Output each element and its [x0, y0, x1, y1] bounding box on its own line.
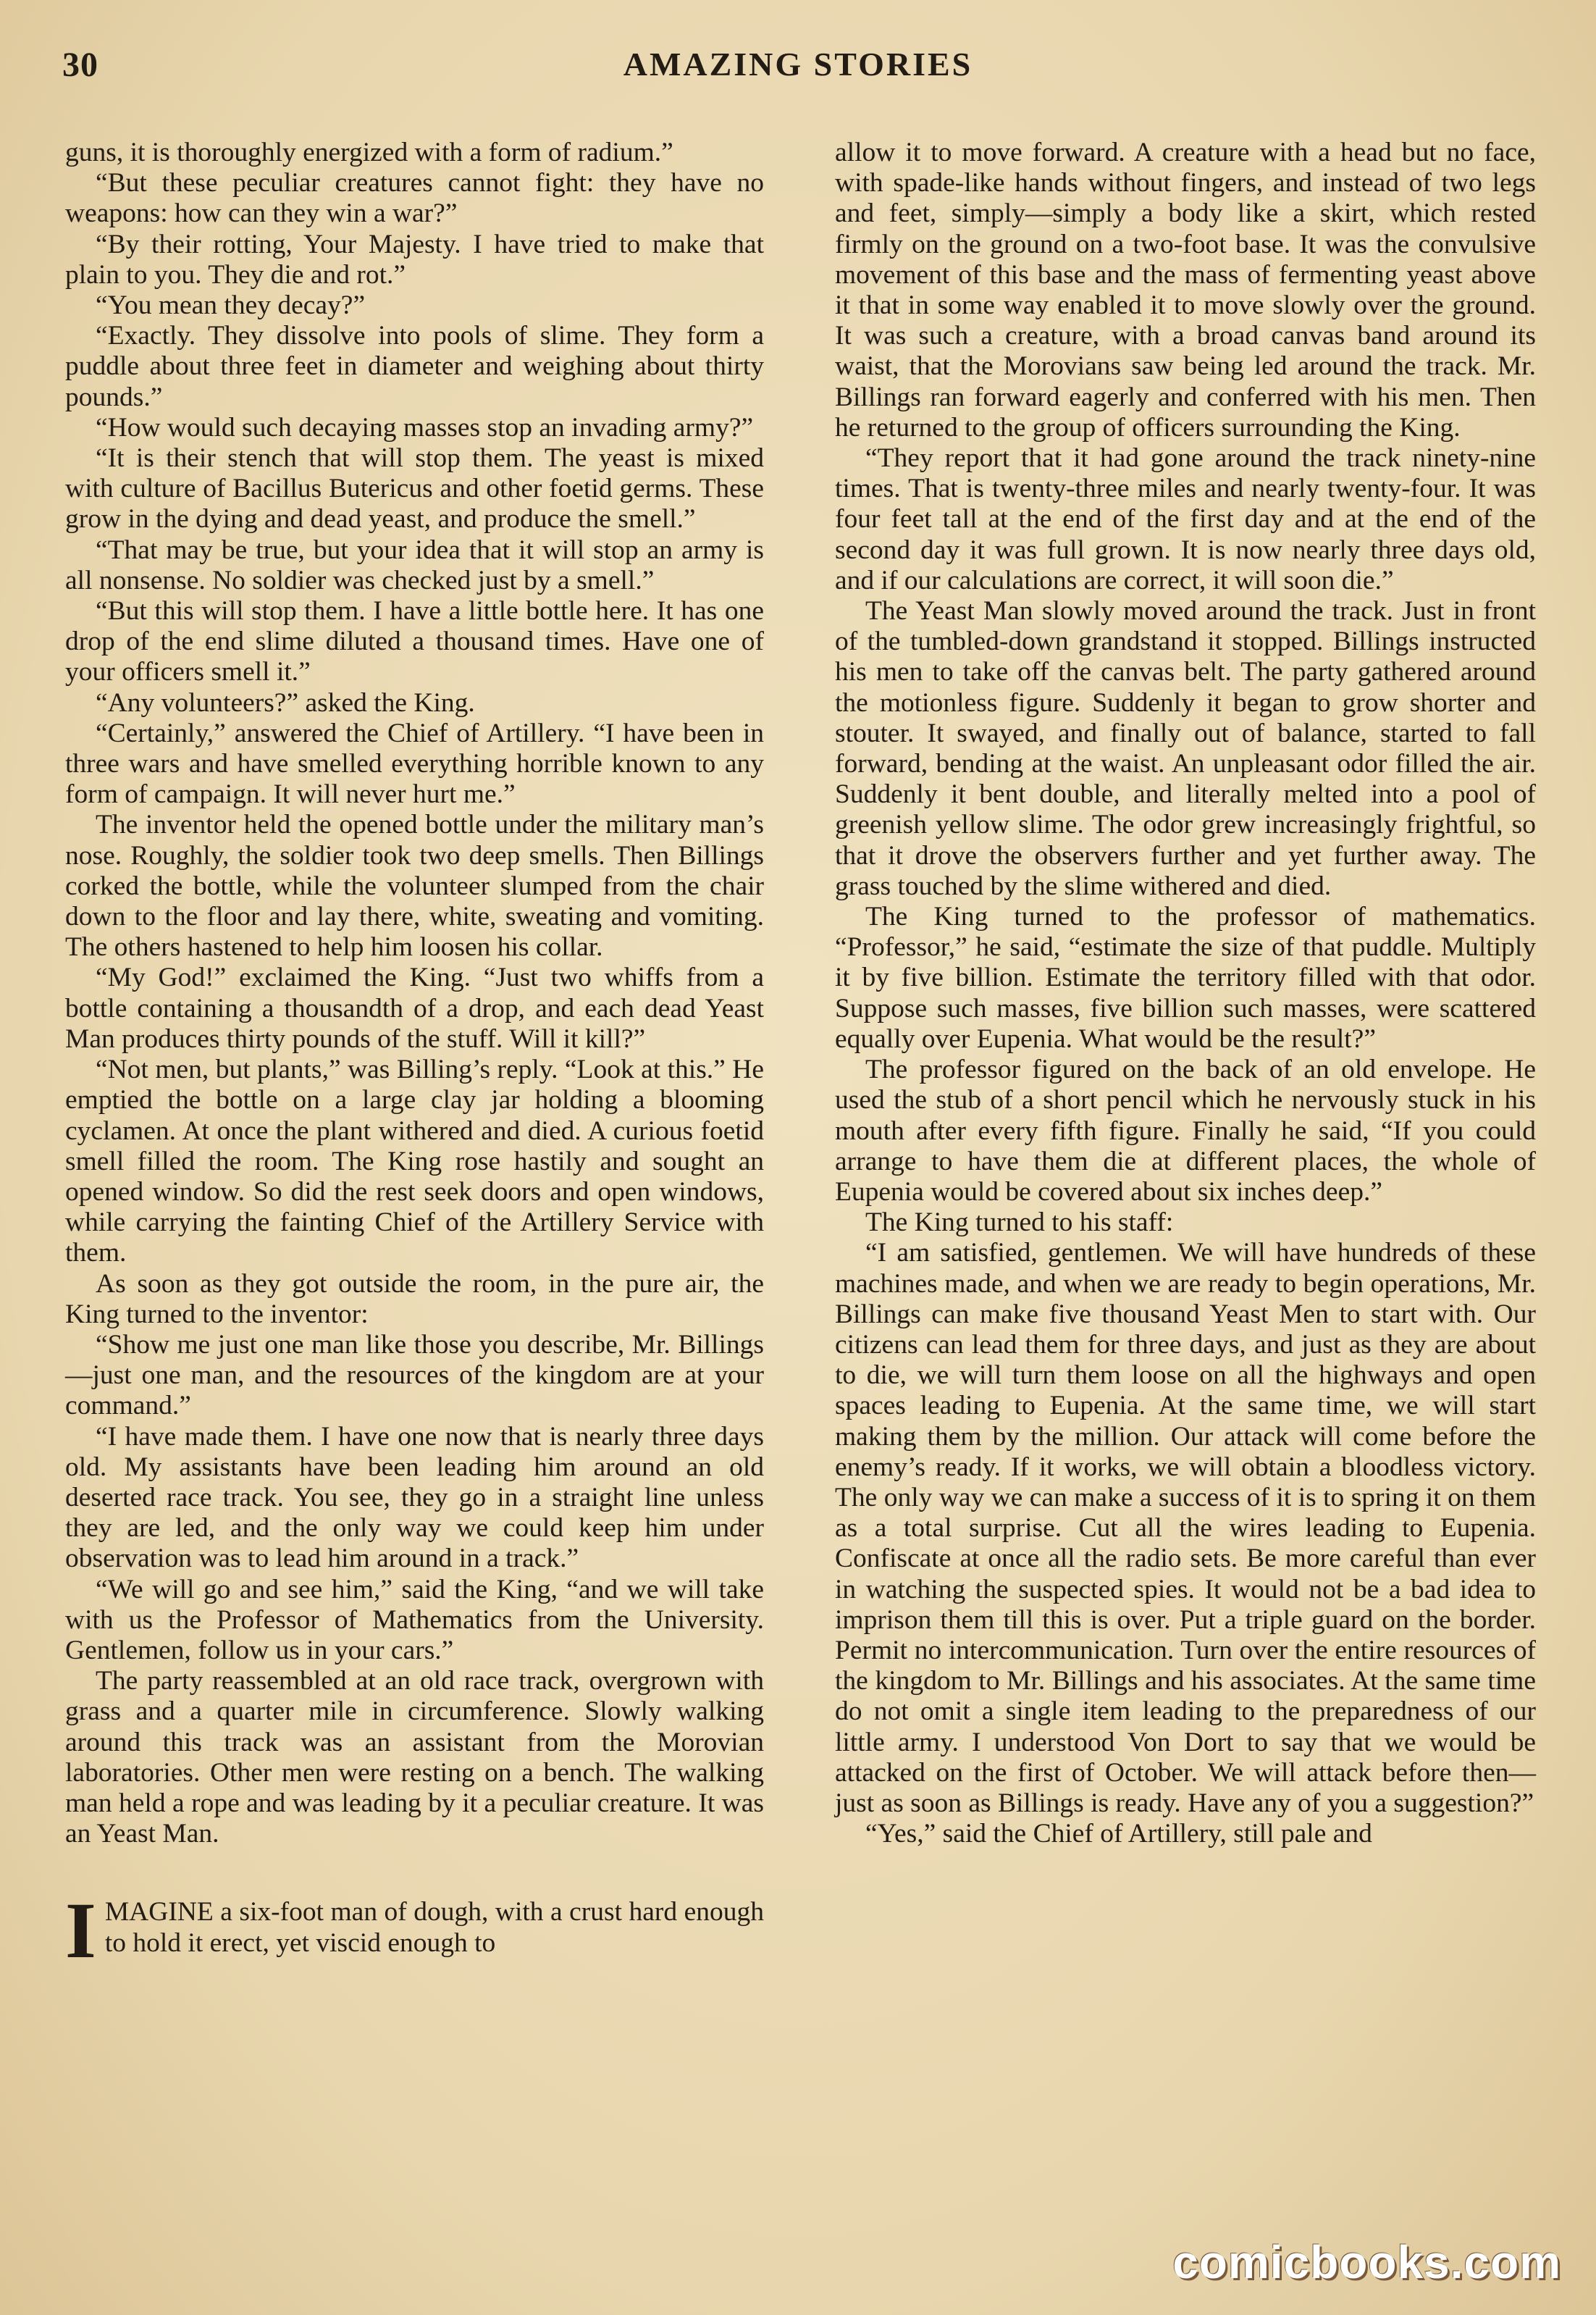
drop-cap: I [65, 1886, 96, 1975]
paragraph: The party reassembled at an old race track, overgrown with grass and a quarter mile in circumference. Slowly walking around this track was an assistant from the Morovian laboratories. Other men were resting on a bench. The walking man held a rope and was leading by it a peculiar creature. It was an Yeast Man. [65, 1666, 764, 1849]
paragraph: “How would such decaying masses stop an invading army?” [96, 412, 754, 443]
paragraph: The professor figured on the back of an old envelope. He used the stub of a short pencil which he nervously stuck in his mouth after every fifth figure. Finally he said, “If you could arrange to have them die at different places, the whole of Eupenia would be covered about six inches deep.” [835, 1055, 1536, 1207]
paragraph: The King turned to the professor of mathematics. “Professor,” he said, “estimate the size of that puddle. Multiply it by five billion. Estimate the territory filled with that odor. Suppose such masses, five billion such masses, were scattered equally over Eupenia. What would be the result?” [835, 902, 1536, 1054]
paragraph: “I have made them. I have one now that is nearly three days old. My assistants have been leading him around an old deserted race track. You see, they go in a straight line unless they are led, and the only way we could keep him under observation was to lead him around in a track.” [65, 1421, 764, 1574]
paragraph: “Not men, but plants,” was Billing’s reply. “Look at this.” He emptied the bottle on a large clay jar holding a blooming cyclamen. At once the plant withered and died. A curious foetid smell filled the room. The King rose hastily and sought an opened window. So did the rest seek doors and open windows, while carrying the fainting Chief of the Artillery Service with them. [65, 1055, 764, 1268]
paragraph: “You mean they decay?” [96, 290, 366, 321]
watermark-logo: comicbooks.com [1172, 2236, 1561, 2288]
paragraph: “But this will stop them. I have a little bottle here. It has one drop of the end slime diluted a thousand times. Have one of your officers smell it.” [65, 596, 764, 687]
paragraph: guns, it is thoroughly energized with a form of radium.” [65, 138, 673, 167]
paragraph: “Certainly,” answered the Chief of Artillery. “I have been in three wars and have smelled everything horrible known to any form of campaign. It will never hurt me.” [65, 718, 764, 810]
paragraph: “I am satisfied, gentlemen. We will have hundreds of these machines made, and when we are ready to begin operations, Mr. Billings can make five thousand Yeast Men to start with. Our citizens can lead them for three days, and just as they are about to die, we will turn them loose on all the highways and open spaces leading to Eupenia. At the same time, we will start making them by the million. Our attack will come before the enemy’s ready. If it works, we will obtain a bloodless victory. The only way we can make a success of it is to spring it on them as a total surprise. Cut all the wires leading to Eupenia. Confiscate at once all the radio sets. Be more careful than ever in watching the suspected spies. It would not be a bad idea to imprison them till this is over. Put a triple guard on the border. Permit no intercommunication. Turn over the entire resources of the kingdom to Mr. Billings and his associates. At the same time do not omit a single item leading to the preparedness of our little army. I understood Von Dort to say that we would be attacked on the first of October. We will attack before then—just as soon as Billings is ready. Have any of you a suggestion?” [835, 1238, 1536, 1818]
right-column [835, 138, 1536, 1849]
paragraph: “Any volunteers?” asked the King. [96, 687, 475, 718]
paragraph: “We will go and see him,” said the King, “and we will take with us the Professor of Mathematics from the University. Gentlemen, follow us in your cars.” [65, 1574, 764, 1665]
paragraph: “Show me just one man like those you describe, Mr. Billings—just one man, and the resources of the kingdom are at your command.” [65, 1329, 764, 1421]
paragraph: “Yes,” said the Chief of Artillery, still pale and [865, 1819, 1372, 1849]
paragraph: The inventor held the opened bottle under the military man’s nose. Roughly, the soldier took two deep smells. Then Billings corked the bottle, while the volunteer slumped from the chair down to the floor and lay there, white, sweating and vomiting. The others hastened to help him loosen his collar. [65, 810, 764, 963]
paragraph: “Exactly. They dissolve into pools of slime. They form a puddle about three feet in diameter and weighing about thirty pounds.” [65, 321, 764, 412]
paragraph: The King turned to his staff: [865, 1207, 1174, 1238]
page-header [62, 45, 1534, 88]
paragraph: “My God!” exclaimed the King. “Just two whiffs from a bottle containing a thousandth of a drop, and each dead Yeast Man produces thirty pounds of the stuff. Will it kill?” [65, 963, 764, 1054]
paragraph: “It is their stench that will stop them. The yeast is mixed with culture of Bacillus Butericus and other foetid germs. These grow in the dying and dead yeast, and produce the smell.” [65, 443, 764, 535]
paragraph: “That may be true, but your idea that it will stop an army is all nonsense. No soldier was checked just by a smell.” [65, 535, 764, 595]
left-column [65, 138, 764, 1975]
page-number: 30 [62, 46, 98, 84]
section-opening-text: MAGINE a six-foot man of dough, with a crust hard enough to hold it erect, yet viscid enough to [104, 1897, 764, 1958]
paragraph: “But these peculiar creatures cannot fight: they have no weapons: how can they win a war?” [65, 168, 764, 229]
paragraph: The Yeast Man slowly moved around the track. Just in front of the tumbled-down grandstand it stopped. Billings instructed his men to take off the canvas belt. The party gathered around the motionless figure. Suddenly it began to grow shorter and stouter. It swayed, and finally out of balance, started to fall forward, bending at the waist. An unpleasant odor filled the air. Suddenly it bent double, and literally melted into a pool of greenish yellow slime. The odor grew increasingly frightful, so that it drove the observers further and yet further away. The grass touched by the slime withered and died. [835, 596, 1536, 901]
section-opening-paragraph [65, 1886, 764, 1975]
paragraph: “They report that it had gone around the track ninety-nine times. That is twenty-three miles and nearly twenty-four. It was four feet tall at the end of the first day and at the end of the second day it was full grown. It is now nearly three days old, and if our calculations are correct, it will soon die.” [835, 443, 1536, 595]
paragraph: “By their rotting, Your Majesty. I have tried to make that plain to you. They die and rot.” [65, 229, 764, 290]
running-title: AMAZING STORIES [623, 46, 973, 83]
paragraph: allow it to move forward. A creature with a head but no face, with spade-like hands without fingers, and instead of two legs and feet, simply—simply a body like a skirt, which rested firmly on the ground on a two-foot base. It was the convulsive movement of this base and the mass of fermenting yeast above it that in some way enabled it to move slowly over the ground. It was such a creature, with a broad canvas band around its waist, that the Morovians saw being led around the track. Mr. Billings ran forward eagerly and conferred with his men. Then he returned to the group of officers surrounding the King. [835, 138, 1536, 443]
paragraph: As soon as they got outside the room, in the pure air, the King turned to the inventor: [65, 1268, 764, 1329]
